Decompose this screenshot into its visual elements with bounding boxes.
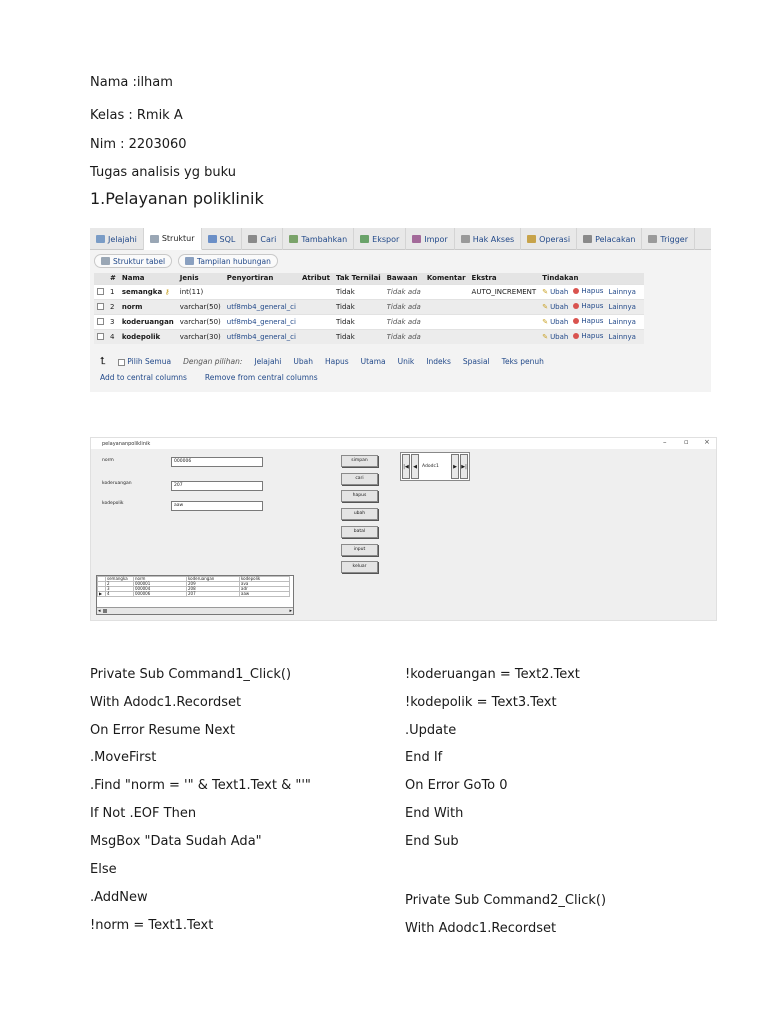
col-header: Atribut [299, 273, 333, 284]
norm-textbox[interactable]: 000006 [171, 457, 263, 467]
structure-row [94, 314, 644, 329]
table-structure-label: Struktur tabel [113, 256, 166, 266]
structure-icon [101, 257, 110, 265]
code-line: !kodepolik = Text3.Text [405, 695, 557, 710]
drop-column-button[interactable] [573, 287, 603, 295]
cell-actions [539, 329, 644, 344]
primary-key-icon: ⚷ [164, 287, 170, 296]
tab-operasi[interactable] [521, 228, 577, 250]
col-header: Jenis [177, 273, 224, 284]
drop-icon [573, 318, 579, 324]
norm-label: norm [102, 458, 114, 463]
row-checkbox-cell [94, 299, 107, 314]
edit-label: Ubah [550, 303, 569, 311]
cell-name [119, 314, 177, 329]
tab-label: Ekspor [372, 234, 400, 244]
edit-column-button[interactable] [542, 333, 568, 341]
structure-table [94, 273, 644, 344]
select-all-group [118, 357, 171, 366]
bulk-edit-button[interactable]: Ubah [293, 357, 313, 366]
relation-icon [185, 257, 194, 265]
kodepolik-label: kodepolik [102, 501, 124, 506]
hapus-button[interactable]: hapus [341, 490, 378, 502]
move-previous-icon[interactable]: ◀ [411, 454, 419, 479]
code-line: .MoveFirst [90, 750, 157, 765]
export-icon [360, 235, 369, 243]
cell-null: Tidak [333, 299, 384, 314]
cell-comment [424, 314, 469, 329]
more-actions-button[interactable] [608, 288, 635, 296]
grid-horizontal-scrollbar[interactable] [97, 607, 293, 614]
col-header: Tak Ternilai [333, 273, 384, 284]
input-button[interactable]: input [341, 544, 378, 556]
code-line: With Adodc1.Recordset [90, 695, 242, 710]
cell-default: Tidak ada [384, 314, 424, 329]
edit-column-button[interactable] [542, 288, 568, 296]
tab-label: Struktur [161, 234, 195, 243]
cell-type: varchar(50) [177, 299, 224, 314]
tab-cari[interactable] [242, 228, 283, 250]
column-name: semangka [121, 287, 163, 296]
tab-sql[interactable] [202, 228, 243, 250]
drop-icon [573, 288, 579, 294]
grid-cell: adr [240, 587, 290, 592]
grid-cell: 209 [187, 582, 240, 587]
cell-num: 2 [107, 299, 119, 314]
grid-cell: ava [240, 582, 290, 587]
cell-default: Tidak ada [384, 284, 424, 299]
more-actions-button[interactable] [608, 318, 635, 326]
code-line: .Update [405, 723, 457, 738]
cell-type: varchar(30) [177, 329, 224, 344]
grid-header: kodepolik [240, 577, 290, 582]
cell-actions [539, 284, 644, 299]
bulk-primary-button[interactable]: Utama [360, 357, 386, 366]
remove-central-columns-button[interactable]: Remove from central columns [204, 373, 318, 382]
select-all-link[interactable]: Pilih Semua [127, 357, 172, 366]
col-checkbox [94, 273, 107, 284]
pma-subnav [94, 254, 278, 268]
data-grid[interactable] [96, 575, 294, 615]
relation-view-button[interactable] [178, 254, 278, 268]
tab-label: Operasi [539, 234, 571, 244]
tab-jelajahi[interactable] [90, 228, 144, 250]
row-checkbox[interactable] [97, 288, 104, 295]
drop-icon [573, 303, 579, 309]
drop-label: Hapus [581, 287, 604, 295]
cell-extra: AUTO_INCREMENT [469, 284, 540, 299]
back-arrow-icon: ⮤ [100, 356, 106, 367]
tab-ekspor[interactable] [354, 228, 406, 250]
column-name: kodepolik [121, 332, 161, 341]
scroll-right-icon[interactable]: ▸ [289, 608, 292, 614]
cell-extra [469, 329, 540, 344]
student-class: Kelas : Rmik A [90, 108, 183, 123]
minimize-icon[interactable]: – [663, 438, 667, 446]
pma-tab-bar [90, 228, 711, 250]
pencil-icon: ✎ [542, 318, 549, 326]
code-line: On Error GoTo 0 [405, 778, 508, 793]
bulk-spatial-button[interactable]: Spasial [462, 357, 490, 366]
scroll-left-icon[interactable]: ◂ [98, 608, 101, 614]
col-header: Komentar [424, 273, 469, 284]
column-name: norm [121, 302, 143, 311]
bulk-actions [100, 356, 544, 367]
cell-collation [224, 284, 299, 299]
code-line: Private Sub Command1_Click() [90, 667, 292, 682]
vb-form-screenshot [90, 437, 717, 621]
student-nim: Nim : 2203060 [90, 137, 187, 152]
drop-column-button[interactable] [573, 317, 603, 325]
pencil-icon: ✎ [542, 333, 549, 342]
tab-label: Pelacakan [595, 234, 636, 244]
phpmyadmin-structure-screenshot [90, 228, 711, 392]
bulk-unique-button[interactable]: Unik [397, 357, 415, 366]
structure-row [94, 284, 644, 299]
tab-label: Hak Akses [472, 234, 515, 244]
drop-column-button[interactable] [573, 302, 603, 310]
edit-column-button[interactable] [542, 303, 568, 311]
bulk-index-button[interactable]: Indeks [426, 357, 451, 366]
ubah-button[interactable]: ubah [341, 508, 378, 520]
cell-comment [424, 329, 469, 344]
table-structure-button[interactable] [94, 254, 172, 268]
more-label: Lainnya [608, 333, 636, 342]
row-checkbox[interactable] [97, 303, 104, 310]
grid-cell: 000006 [134, 592, 187, 597]
code-line: !koderuangan = Text2.Text [405, 667, 580, 682]
code-line: .Find "norm = '" & Text1.Text & "'" [90, 778, 311, 793]
cell-actions [539, 314, 644, 329]
row-checkbox[interactable] [97, 333, 104, 340]
code-line: Private Sub Command2_Click() [405, 893, 607, 908]
more-label: Lainnya [608, 318, 636, 326]
cell-num: 3 [107, 314, 119, 329]
with-selected-label: Dengan pilihan: [183, 357, 243, 366]
vb-window-title: pelayananpoliklinik [102, 440, 151, 447]
edit-label: Ubah [550, 318, 569, 326]
tab-impor[interactable] [406, 228, 454, 250]
koderuangan-label: koderuangan [102, 481, 132, 486]
move-first-icon[interactable]: |◀ [402, 454, 410, 479]
edit-column-button[interactable] [542, 318, 568, 326]
structure-row [94, 329, 644, 344]
code-line: On Error Resume Next [90, 723, 235, 738]
col-header: Ekstra [469, 273, 540, 284]
grid-cell: 4 [106, 592, 134, 597]
cell-name [119, 284, 177, 299]
current-row-indicator-icon[interactable]: ▶ [98, 592, 106, 597]
sql-icon [208, 235, 217, 243]
cell-num: 1 [107, 284, 119, 299]
search-icon [248, 235, 257, 243]
cell-attribute [299, 299, 333, 314]
tab-pelacakan[interactable] [577, 228, 642, 250]
col-header: Tindakan [539, 273, 644, 284]
grid-header: norm [134, 577, 187, 582]
bulk-browse-button[interactable]: Jelajahi [254, 357, 282, 366]
drop-label: Hapus [581, 302, 604, 310]
student-name: Nama :ilham [90, 75, 173, 90]
code-line: With Adodc1.Recordset [405, 921, 557, 936]
adodc-control [400, 452, 470, 481]
col-header: Bawaan [384, 273, 424, 284]
maximize-icon[interactable]: ▫ [684, 438, 689, 446]
cell-actions [539, 299, 644, 314]
code-line: Else [90, 862, 117, 877]
section-title: 1.Pelayanan poliklinik [90, 189, 264, 208]
select-all-checkbox[interactable] [118, 359, 125, 366]
row-checkbox-cell [94, 314, 107, 329]
col-header: # [107, 273, 119, 284]
drop-label: Hapus [581, 332, 604, 341]
cell-null: Tidak [333, 284, 384, 299]
cell-collation: utf8mb4_general_ci [224, 299, 299, 314]
row-checkbox-cell [94, 284, 107, 299]
cell-null: Tidak [333, 329, 384, 344]
simpan-button[interactable]: simpan [341, 455, 378, 467]
central-columns-actions [100, 373, 318, 382]
col-header: Penyortiran [224, 273, 299, 284]
bulk-drop-button[interactable]: Hapus [325, 357, 349, 366]
insert-icon [289, 235, 298, 243]
column-name: koderuangan [121, 317, 174, 326]
cell-collation: utf8mb4_general_ci [224, 314, 299, 329]
privileges-icon [461, 235, 470, 243]
import-icon [412, 235, 421, 243]
grid-header: koderuangan [187, 577, 240, 582]
vb-titlebar [91, 438, 717, 449]
grid-cell: 208 [187, 587, 240, 592]
row-checkbox-cell [94, 329, 107, 344]
more-label: Lainnya [608, 288, 636, 296]
col-header: Nama [119, 273, 177, 284]
cell-type: int(11) [177, 284, 224, 299]
cell-collation: utf8mb4_general_ci [224, 329, 299, 344]
structure-header-row [94, 273, 644, 284]
scroll-thumb[interactable] [103, 609, 107, 613]
cell-default: Tidak ada [384, 329, 424, 344]
cell-extra [469, 299, 540, 314]
move-last-icon[interactable]: ▶| [460, 454, 468, 479]
tab-struktur[interactable] [144, 228, 202, 250]
grid-header: semangka [106, 577, 134, 582]
trigger-icon [648, 235, 657, 243]
code-line: .AddNew [90, 890, 148, 905]
grid-row[interactable] [98, 592, 290, 597]
tab-label: SQL [219, 234, 236, 244]
assignment-title: Tugas analisis yg buku [90, 165, 236, 180]
edit-label: Ubah [550, 333, 569, 342]
grid-cell: 000001 [134, 582, 187, 587]
grid-cell: aaw [240, 592, 290, 597]
drop-column-button[interactable] [573, 332, 603, 340]
browse-icon [96, 235, 105, 243]
more-actions-button[interactable] [608, 303, 635, 311]
tab-label: Cari [260, 234, 277, 244]
grid-cell: 2 [106, 582, 134, 587]
bulk-fulltext-button[interactable]: Teks penuh [501, 357, 544, 366]
tab-hak-akses[interactable] [455, 228, 521, 250]
drop-icon [573, 333, 579, 339]
code-line: MsgBox "Data Sudah Ada" [90, 834, 262, 849]
cell-comment [424, 284, 469, 299]
code-line: End Sub [405, 834, 459, 849]
cell-attribute [299, 284, 333, 299]
tab-label: Trigger [660, 234, 689, 244]
code-line: End With [405, 806, 464, 821]
cell-attribute [299, 314, 333, 329]
kodepolik-textbox[interactable]: aaw [171, 501, 263, 511]
cell-name [119, 299, 177, 314]
add-central-columns-button[interactable]: Add to central columns [100, 373, 187, 382]
tab-label: Impor [424, 234, 448, 244]
drop-label: Hapus [581, 317, 604, 325]
tab-label: Jelajahi [108, 234, 137, 244]
move-next-icon[interactable]: ▶ [451, 454, 459, 479]
tab-label: Tambahkan [301, 234, 348, 244]
cell-default: Tidak ada [384, 299, 424, 314]
tracking-icon [583, 235, 592, 243]
batal-button[interactable]: batal [341, 526, 378, 538]
more-actions-button[interactable] [608, 333, 635, 341]
tab-tambahkan[interactable] [283, 228, 354, 250]
row-checkbox[interactable] [97, 318, 104, 325]
code-line: !norm = Text1.Text [90, 918, 214, 933]
structure-icon [150, 235, 159, 243]
cell-null: Tidak [333, 314, 384, 329]
grid-cell: 000004 [134, 587, 187, 592]
koderuangan-textbox[interactable]: 207 [171, 481, 263, 491]
grid-cell: 207 [187, 592, 240, 597]
structure-row [94, 299, 644, 314]
cari-button[interactable]: cari [341, 473, 378, 485]
cell-extra [469, 314, 540, 329]
adodc-caption: Adodc1 [422, 464, 439, 469]
cell-type: varchar(50) [177, 314, 224, 329]
pencil-icon: ✎ [542, 303, 549, 311]
grid-cell: 3 [106, 587, 134, 592]
cell-name [119, 329, 177, 344]
code-line: End If [405, 750, 443, 765]
cell-comment [424, 299, 469, 314]
more-label: Lainnya [608, 303, 636, 311]
operations-icon [527, 235, 536, 243]
close-icon[interactable]: × [704, 438, 710, 446]
keluar-button[interactable]: keluar [341, 561, 378, 573]
cell-num: 4 [107, 329, 119, 344]
tab-trigger[interactable] [642, 228, 695, 250]
code-line: If Not .EOF Then [90, 806, 197, 821]
pencil-icon: ✎ [542, 288, 549, 296]
edit-label: Ubah [550, 288, 569, 296]
cell-attribute [299, 329, 333, 344]
relation-view-label: Tampilan hubungan [197, 256, 271, 266]
